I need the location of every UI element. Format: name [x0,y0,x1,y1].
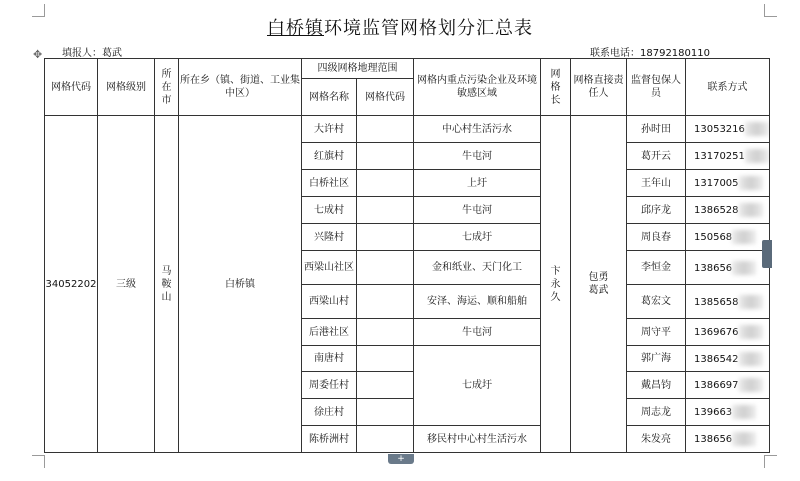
cell-contact: 139663 [686,399,770,426]
cell-grid-name: 大许村 [302,116,357,143]
cell-key-area: 七成圩 [414,346,541,426]
cell-supervisor: 周志龙 [627,399,686,426]
cell-contact: 150568 [686,224,770,251]
cell-key-area: 上圩 [414,170,541,197]
page-corner-mark [764,455,777,468]
cell-key-area: 牛屯河 [414,197,541,224]
cell-grid-name: 七成村 [302,197,357,224]
cell-contact: 1369676 [686,319,770,346]
cell-contact: 13053216 [686,116,770,143]
cell-grid-code2 [357,285,414,319]
cell-grid-code2 [357,224,414,251]
header-grid-name: 网格名称 [302,79,357,116]
header-level4-range: 四级网格地理范围 [302,59,414,79]
header-town: 所在乡（镇、街道、工业集中区） [179,59,302,116]
cell-supervisor: 王年山 [627,170,686,197]
cell-grid-code: 34052202 [45,116,98,453]
cell-contact: 13170251 [686,143,770,170]
cell-contact: 1385658 [686,285,770,319]
header-grid-level: 网格级别 [98,59,155,116]
header-grid-code: 网格代码 [45,59,98,116]
cell-grid-name: 南唐村 [302,346,357,372]
cell-supervisor: 李恒金 [627,251,686,285]
grid-summary-table [44,58,770,453]
cell-supervisor: 葛宏文 [627,285,686,319]
cell-supervisor: 戴昌钧 [627,372,686,399]
cell-grid-name: 西梁山村 [302,285,357,319]
header-grid-code2: 网格代码 [357,79,414,116]
cell-grid-head: 卞 永 久 [541,116,571,453]
cell-contact: 1317005 [686,170,770,197]
cell-grid-code2 [357,116,414,143]
cell-grid-code2 [357,346,414,372]
cell-city: 马 鞍 山 [155,116,179,453]
cell-key-area: 中心村生活污水 [414,116,541,143]
cell-key-area: 安泽、海运、顺和船舶 [414,285,541,319]
cell-supervisor: 孙时田 [627,116,686,143]
filler-label: 填报人：葛武 [62,48,122,59]
cell-grid-name: 西梁山社区 [302,251,357,285]
cell-key-area: 金和纸业、天门化工 [414,251,541,285]
cell-grid-code2 [357,319,414,346]
cell-supervisor: 郭广海 [627,346,686,372]
cell-grid-code2 [357,251,414,285]
cell-grid-code2 [357,399,414,426]
cell-supervisor: 周良春 [627,224,686,251]
cell-contact: 1386542 [686,346,770,372]
cell-grid-name: 陈桥洲村 [302,426,357,453]
cell-key-area: 牛屯河 [414,143,541,170]
header-supervisor: 监督包保人员 [627,59,686,116]
cell-key-area: 移民村中心村生活污水 [414,426,541,453]
page-corner-mark [32,455,45,468]
side-scroll-tab[interactable] [762,240,772,268]
header-key-area: 网格内重点污染企业及环境敏感区域 [414,59,541,116]
cell-grid-code2 [357,197,414,224]
cell-contact: 1386697 [686,372,770,399]
table-move-handle-icon[interactable]: ✥ [33,48,43,61]
contact-phone-label: 联系电话：18792180110 [590,48,710,59]
cell-grid-name: 周委任村 [302,372,357,399]
cell-supervisor: 邱序龙 [627,197,686,224]
cell-supervisor: 葛开云 [627,143,686,170]
cell-contact: 138656 [686,251,770,285]
cell-town: 白桥镇 [179,116,302,453]
header-grid-head: 网 格 长 [541,59,571,116]
title-rest: 环境监管网格划分汇总表 [324,18,533,39]
cell-contact: 1386528 [686,197,770,224]
cell-grid-code2 [357,426,414,453]
cell-grid-name: 徐庄村 [302,399,357,426]
cell-grid-code2 [357,372,414,399]
table-row [45,116,770,143]
cell-grid-name: 白桥社区 [302,170,357,197]
cell-grid-code2 [357,170,414,197]
cell-key-area: 七成圩 [414,224,541,251]
header-contact: 联系方式 [686,59,770,116]
add-row-button[interactable]: + [388,454,414,464]
cell-direct-responsible: 包勇 葛武 [571,116,627,453]
cell-grid-level: 三级 [98,116,155,453]
cell-grid-name: 兴隆村 [302,224,357,251]
cell-grid-name: 后港社区 [302,319,357,346]
cell-grid-name: 红旗村 [302,143,357,170]
cell-contact: 138656 [686,426,770,453]
cell-supervisor: 朱发亮 [627,426,686,453]
cell-grid-code2 [357,143,414,170]
cell-supervisor: 周守平 [627,319,686,346]
header-city: 所 在 市 [155,59,179,116]
header-direct-responsible: 网格直接责任人 [571,59,627,116]
cell-key-area: 牛屯河 [414,319,541,346]
title-town: 白桥镇 [267,18,324,39]
document-title [0,14,800,40]
